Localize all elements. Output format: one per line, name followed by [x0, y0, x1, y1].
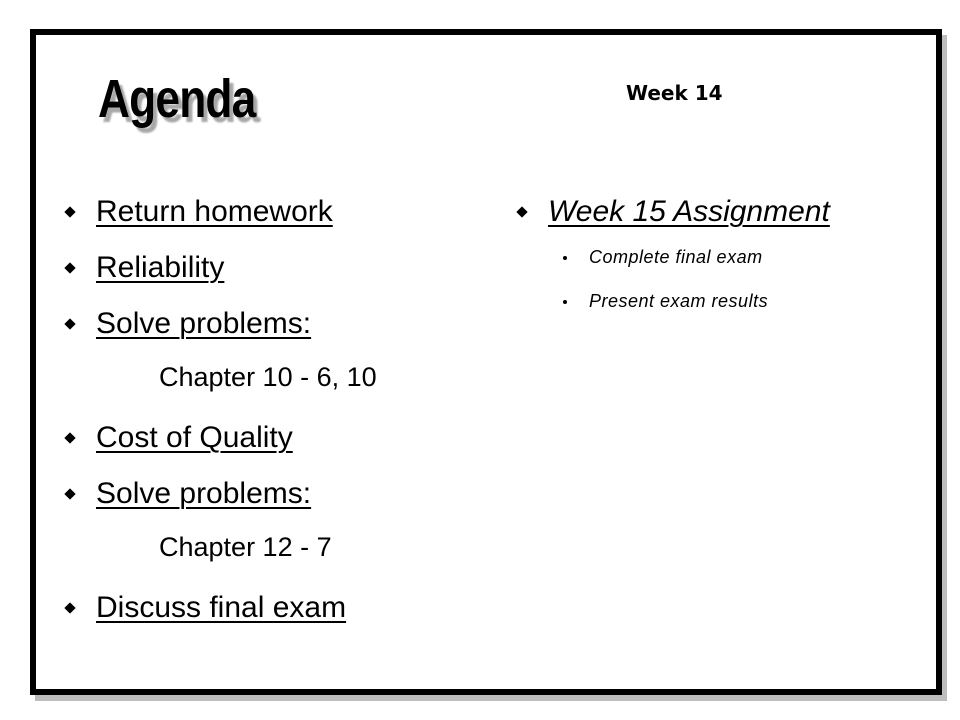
slide-title: Agenda — [98, 69, 256, 129]
agenda-item-label: Solve problems: — [96, 477, 312, 510]
agenda-subitem-chapter-10: Chapter 10 - 6, 10 — [159, 362, 377, 392]
agenda-item-label: Reliability — [96, 251, 225, 284]
agenda-item-solve-problems-ch10[interactable] — [66, 307, 311, 341]
assignment-item-label: Complete final exam — [589, 247, 763, 267]
agenda-item-solve-problems-ch12[interactable] — [66, 477, 311, 511]
assignment-item-label: Present exam results — [589, 291, 769, 311]
diamond-bullet-icon — [64, 602, 75, 613]
agenda-item-label: Return homework — [96, 195, 333, 228]
week-label: Week 14 — [626, 81, 723, 105]
assignment-item — [563, 247, 763, 268]
dot-bullet-icon — [563, 256, 567, 260]
diamond-bullet-icon — [64, 488, 75, 499]
agenda-item-cost-of-quality[interactable] — [66, 421, 293, 455]
slide-frame — [30, 29, 942, 695]
diamond-bullet-icon — [64, 318, 75, 329]
diamond-bullet-icon — [64, 432, 75, 443]
assignment-item — [563, 291, 768, 312]
agenda-item-label: Cost of Quality — [96, 421, 293, 454]
diamond-bullet-icon — [64, 206, 75, 217]
agenda-item-label: Solve problems: — [96, 307, 312, 340]
diamond-bullet-icon — [64, 262, 75, 273]
agenda-item-label: Discuss final exam — [96, 591, 347, 624]
dot-bullet-icon — [563, 300, 567, 304]
agenda-item-discuss-final-exam[interactable] — [66, 591, 346, 625]
agenda-item-reliability[interactable] — [66, 251, 224, 285]
agenda-item-return-homework[interactable] — [66, 195, 333, 229]
assignment-heading[interactable] — [518, 195, 830, 229]
agenda-subitem-chapter-12: Chapter 12 - 7 — [159, 532, 332, 562]
assignment-heading-label: Week 15 Assignment — [548, 195, 830, 228]
diamond-bullet-icon — [516, 206, 527, 217]
